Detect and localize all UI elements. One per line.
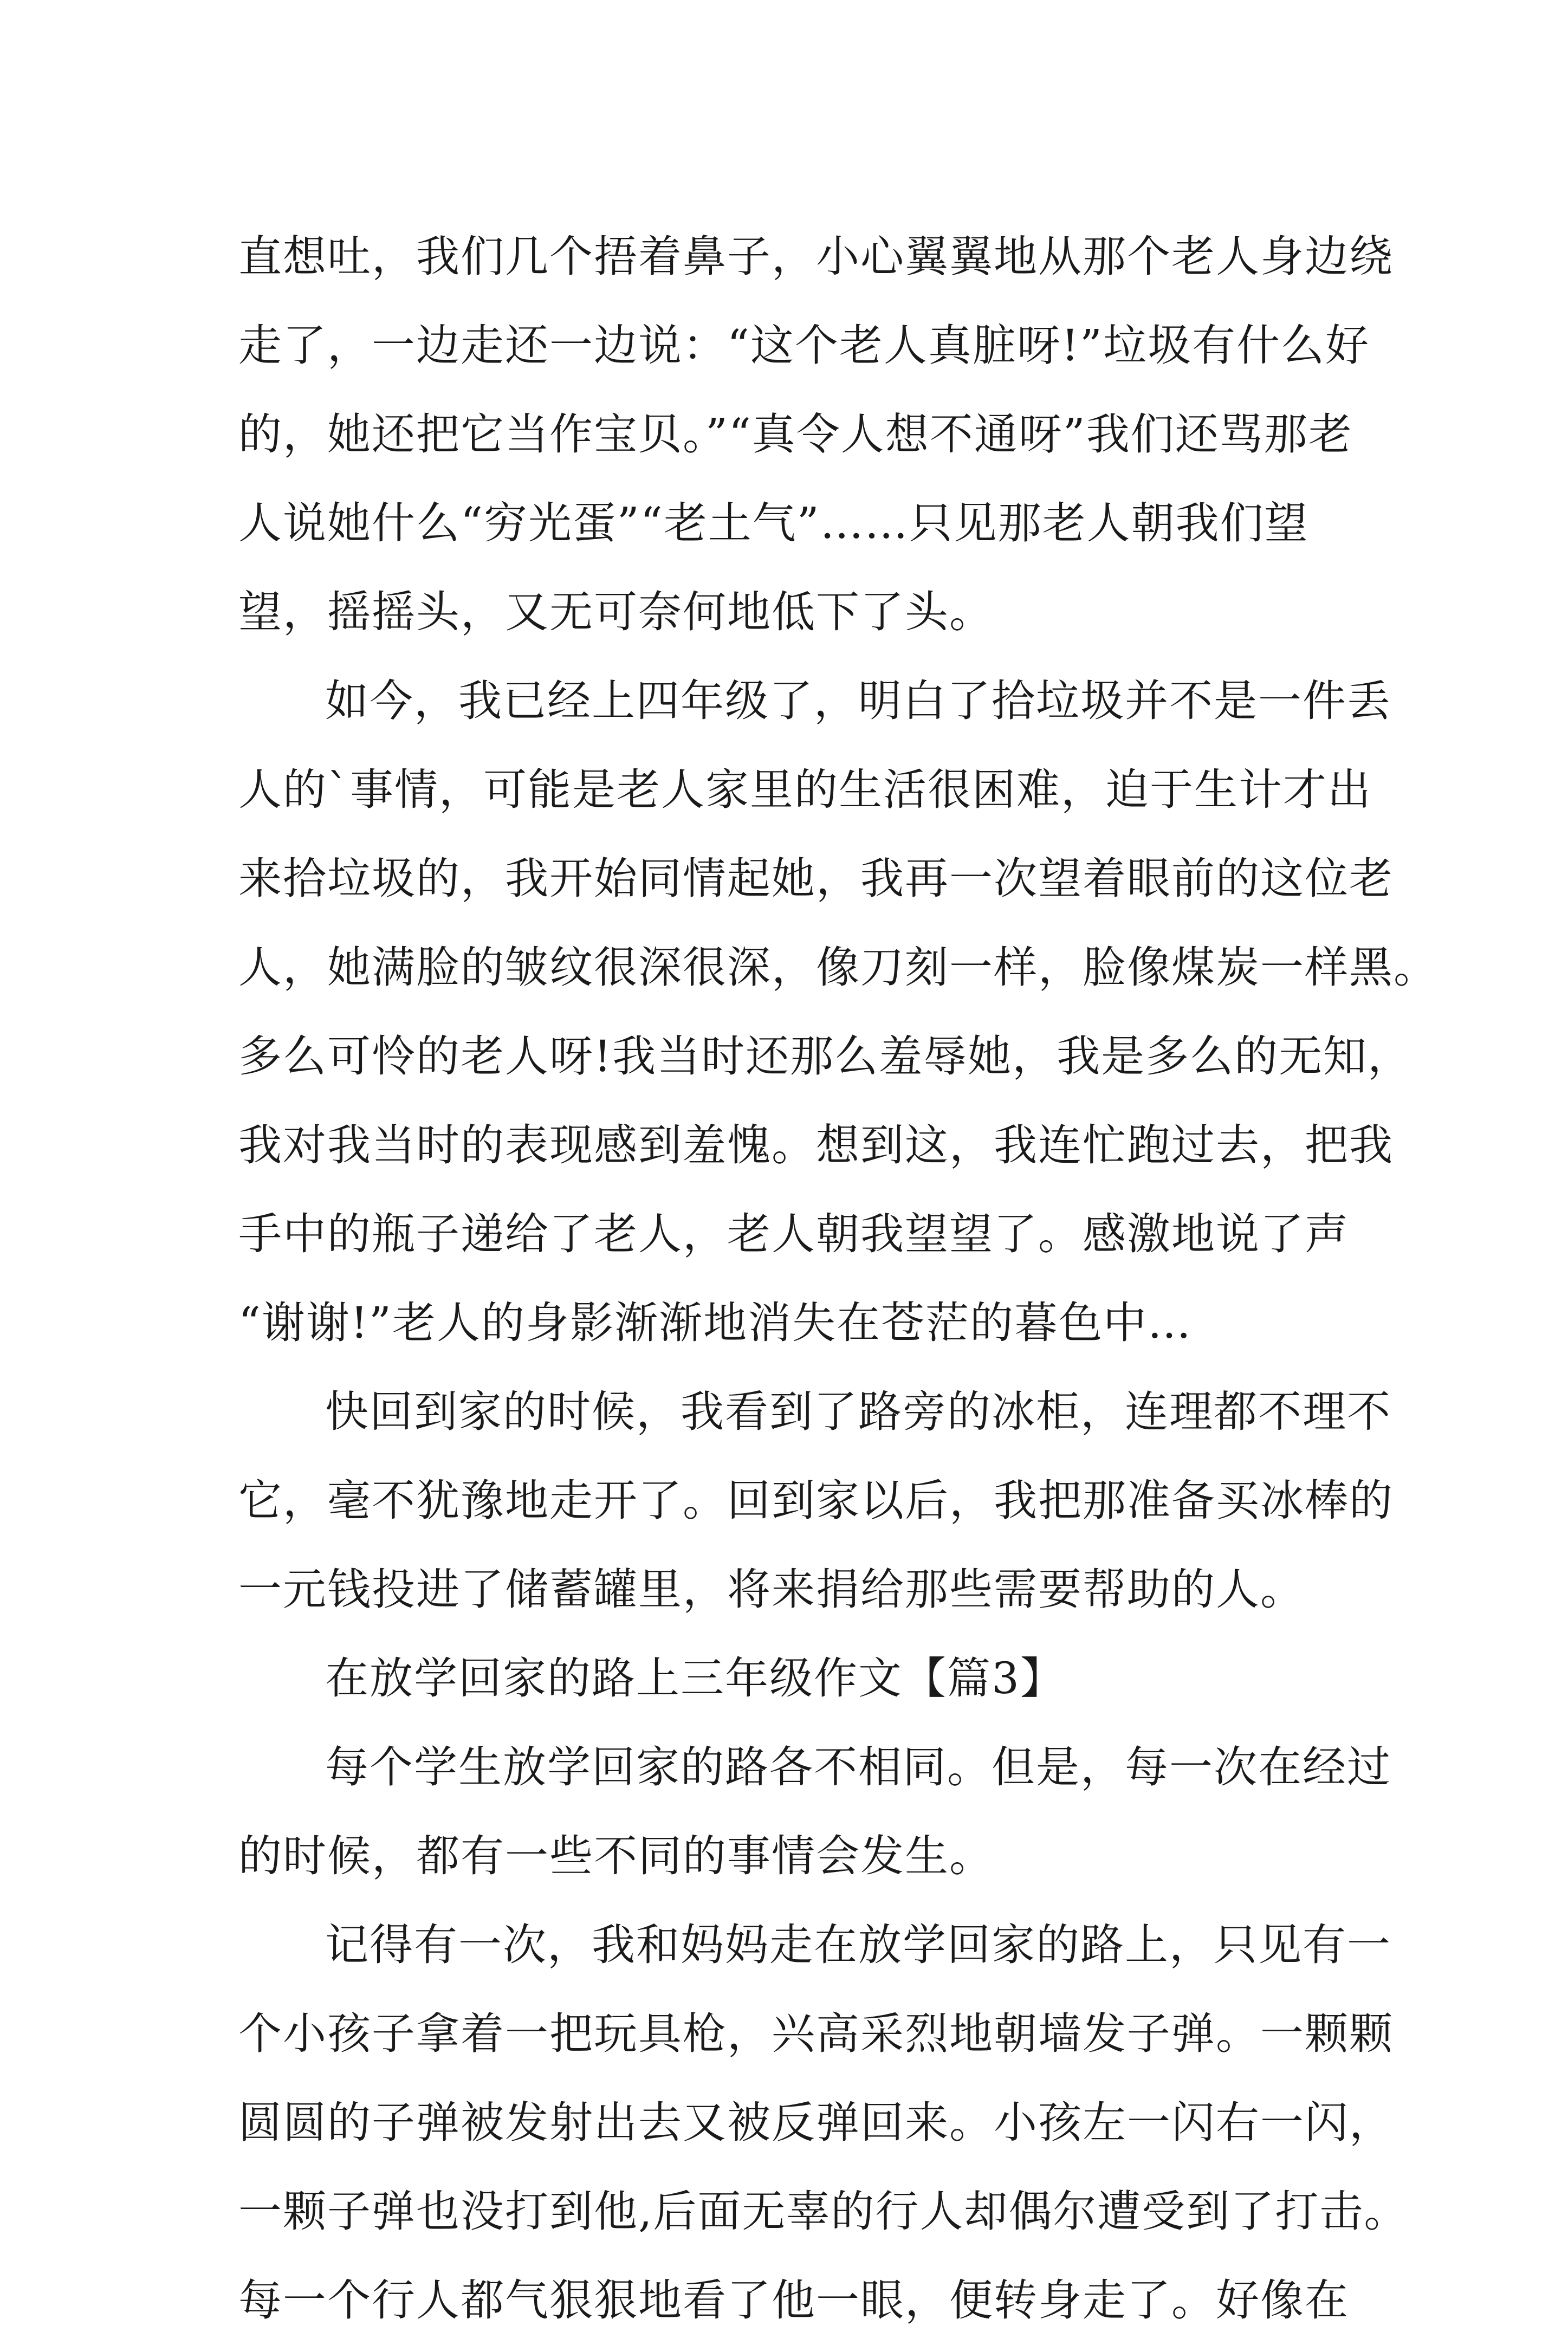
- text-line: 快回到家的时候，我看到了路旁的冰柜，连理都不理不: [325, 1387, 1391, 1437]
- text-line: “谢谢!”老人的身影渐渐地消失在苍茫的暮色中…: [238, 1298, 1192, 1348]
- text-line: 在放学回家的路上三年级作文【篇3】: [325, 1653, 1065, 1703]
- text-line: 人，她满脸的皱纹很深很深，像刀刻一样，脸像煤炭一样黑。: [238, 942, 1438, 993]
- text-line: 直想吐，我们几个捂着鼻子，小心翼翼地从那个老人身边绕: [238, 231, 1394, 282]
- text-line: 圆圆的子弹被发射出去又被反弹回来。小孩左一闪右一闪，: [238, 2097, 1394, 2148]
- text-line: 的时候，都有一些不同的事情会发生。: [238, 1831, 994, 1881]
- text-line: 走了，一边走还一边说：“这个老人真脏呀!”垃圾有什么好: [238, 320, 1370, 371]
- text-line: 望，摇摇头，又无可奈何地低下了头。: [238, 587, 994, 637]
- text-line: 如今，我已经上四年级了，明白了拾垃圾并不是一件丢: [325, 676, 1391, 726]
- text-line: 的，她还把它当作宝贝。”“真令人想不通呀”我们还骂那老: [238, 409, 1353, 459]
- text-line: 一颗子弹也没打到他,后面无辜的行人却偶尔遭受到了打击。: [238, 2186, 1409, 2237]
- text-line: 来拾垃圾的，我开始同情起她，我再一次望着眼前的这位老: [238, 853, 1394, 904]
- text-line: 手中的瓶子递给了老人，老人朝我望望了。感激地说了声: [238, 1209, 1349, 1259]
- text-line: 它，毫不犹豫地走开了。回到家以后，我把那准备买冰棒的: [238, 1475, 1394, 1526]
- text-line: 每个学生放学回家的路各不相同。但是，每一次在经过: [325, 1742, 1391, 1792]
- text-line: 人的`事情，可能是老人家里的生活很困难，迫于生计才出: [238, 765, 1372, 815]
- text-line: 多么可怜的老人呀!我当时还那么羞辱她，我是多么的无知，: [238, 1031, 1413, 1081]
- text-line: 我对我当时的表现感到羞愧。想到这，我连忙跑过去，把我: [238, 1120, 1394, 1170]
- document-body: [238, 212, 1438, 2345]
- text-line: 个小孩子拿着一把玩具枪，兴高采烈地朝墙发子弹。一颗颗: [238, 2009, 1394, 2059]
- text-line: 记得有一次，我和妈妈走在放学回家的路上，只见有一: [325, 1920, 1391, 1970]
- text-line: 人说她什么“穷光蛋”“老土气”……只见那老人朝我们望: [238, 498, 1309, 548]
- text-line: 每一个行人都气狠狠地看了他一眼，便转身走了。好像在: [238, 2275, 1349, 2325]
- text-line: 一元钱投进了储蓄罐里，将来捐给那些需要帮助的人。: [238, 1564, 1305, 1615]
